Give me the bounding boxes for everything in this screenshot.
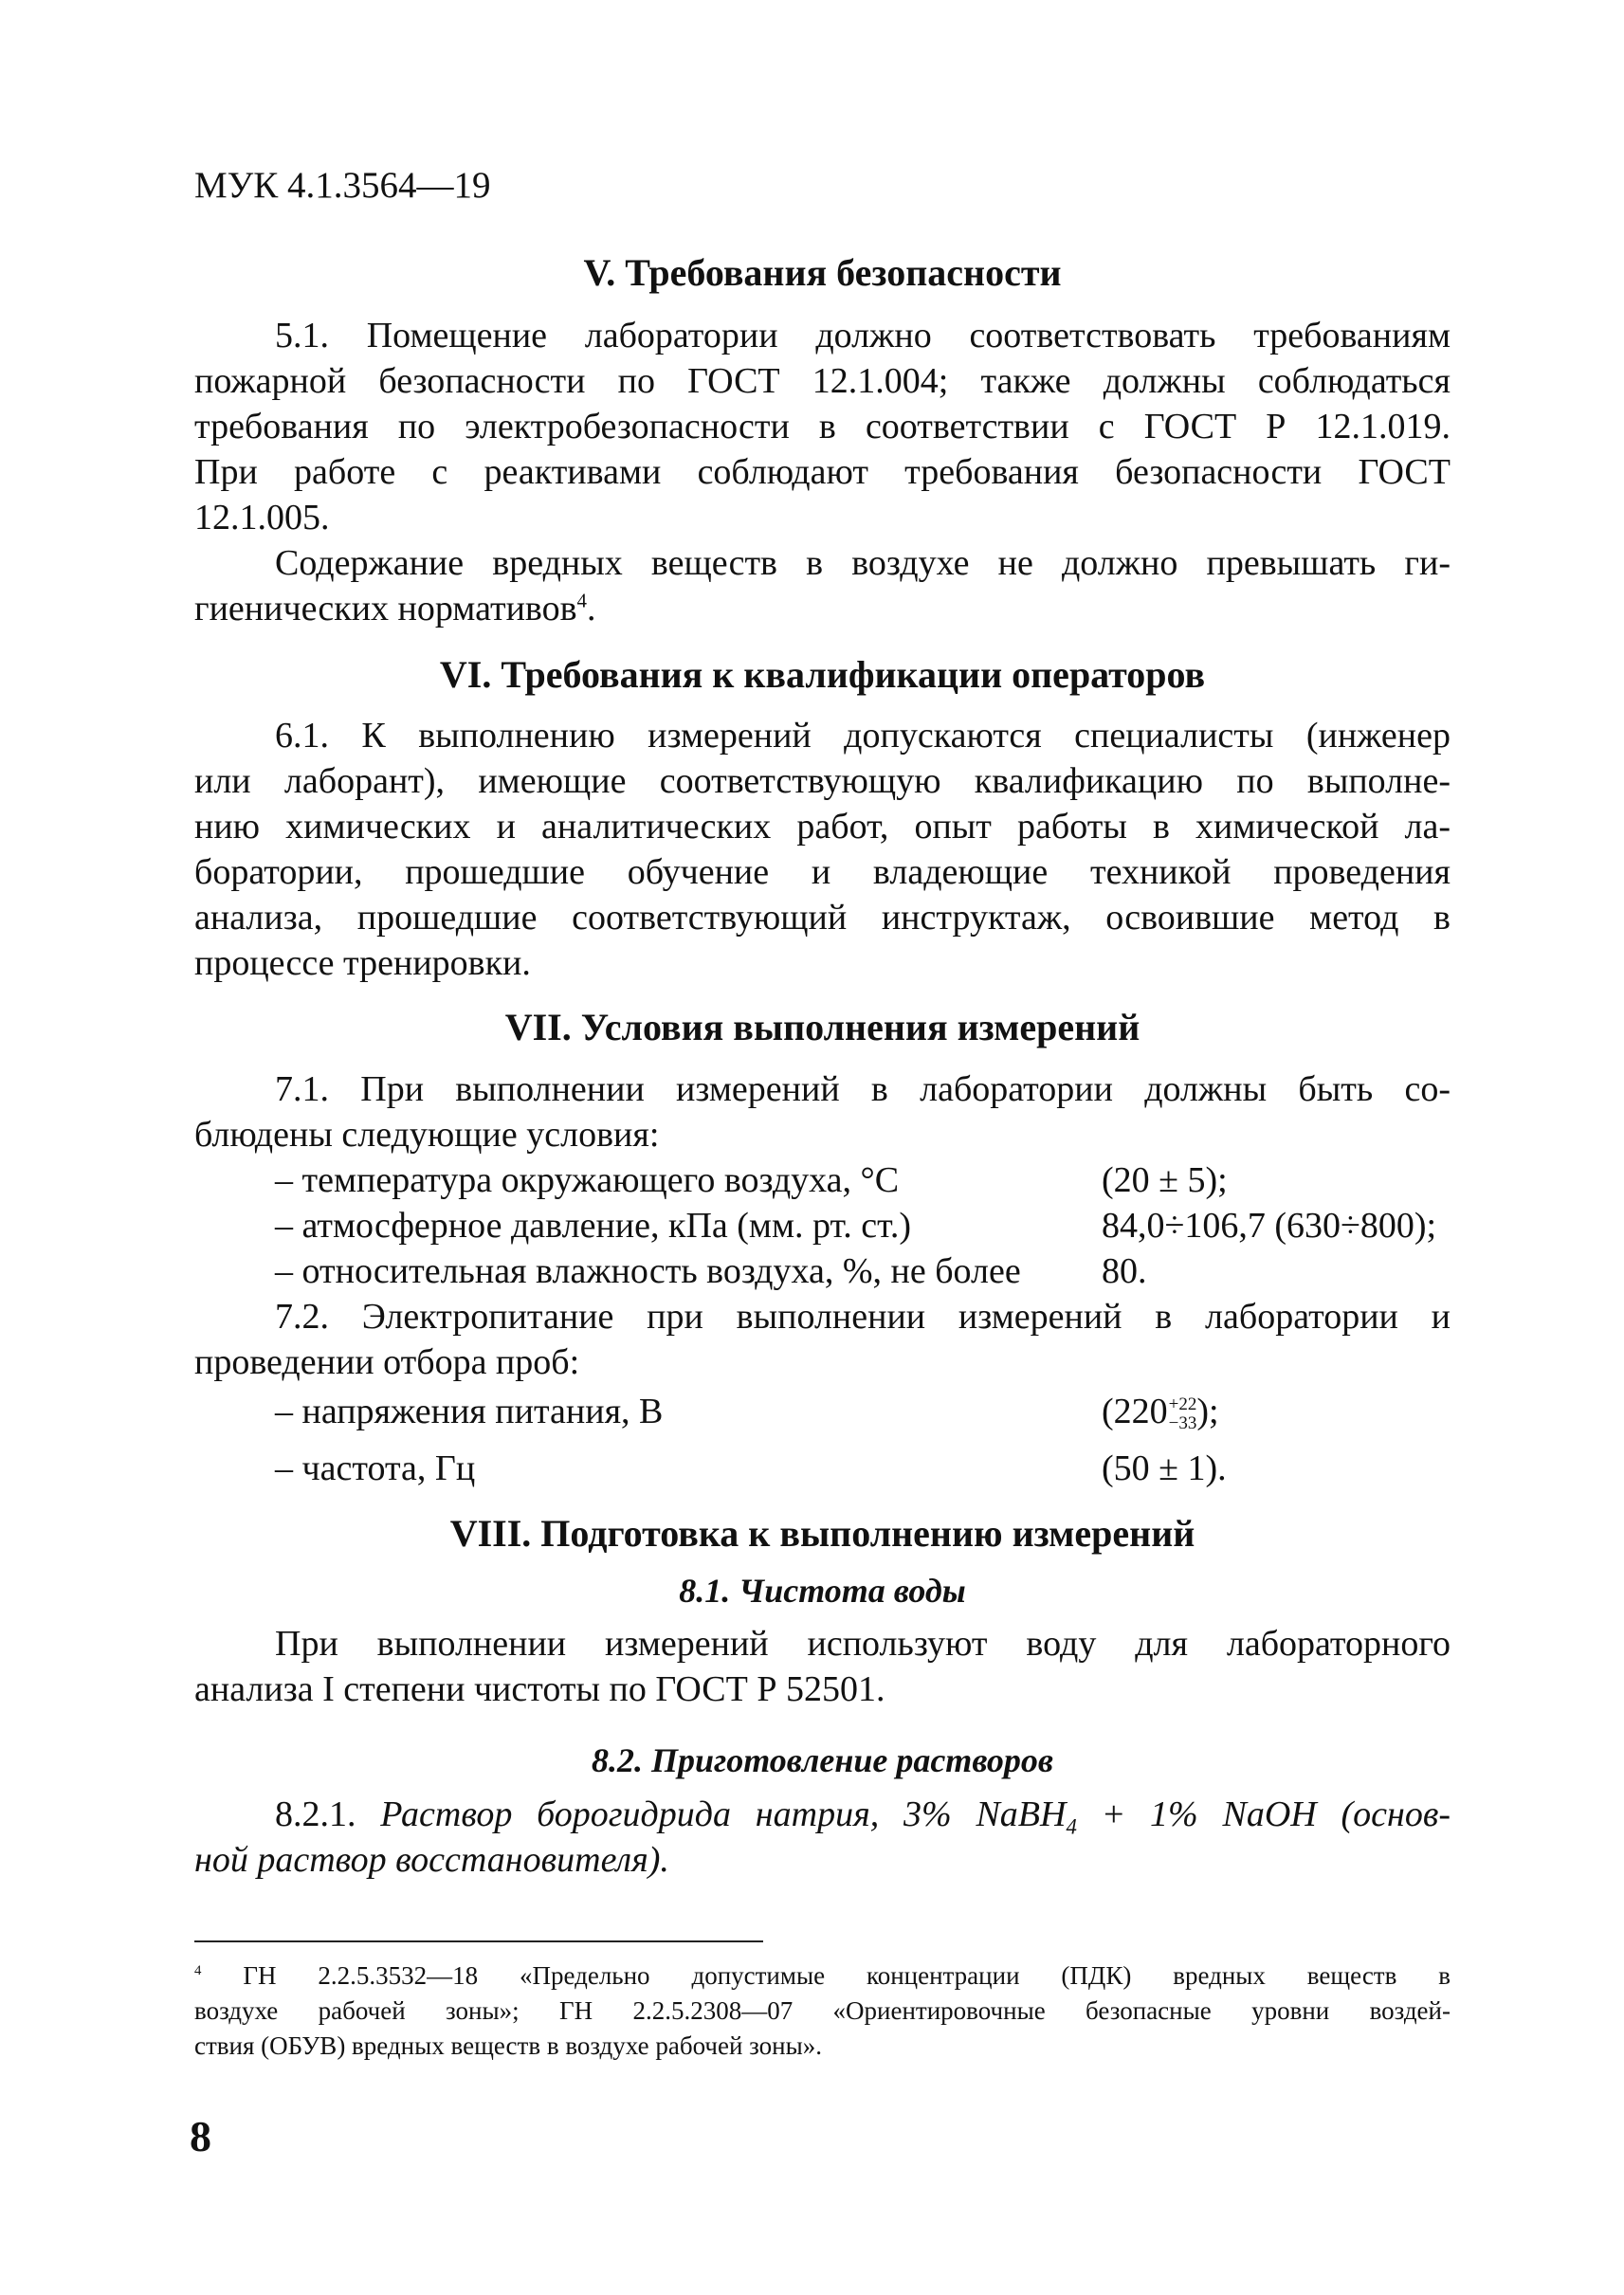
condition-label: – температура окружающего воздуха, °С: [275, 1160, 900, 1200]
paragraph-line: процессе тренировки.: [194, 943, 531, 983]
voltage-upper: +22: [1168, 1394, 1197, 1415]
paragraph-line: анализа, прошедшие соответствующий инструктаж, освоившие метод в: [194, 898, 1451, 938]
paragraph-line: нию химических и аналитических работ, опыт работы в химической ла-: [194, 807, 1451, 847]
section-7-heading: VII. Условия выполнения измерений: [504, 1006, 1140, 1048]
paragraph-line: 6.1. К выполнению измерений допускаются специалисты (инженер: [275, 716, 1451, 756]
footnote-reference: 4: [576, 589, 587, 612]
section-6-heading: VI. Требования к квалификации операторов: [439, 653, 1206, 696]
paragraph-line: При выполнении измерений используют воду для лабораторного: [275, 1624, 1451, 1664]
condition-value: 84,0÷106,7 (630÷800);: [1102, 1206, 1437, 1246]
frequency-label: – частота, Гц: [275, 1448, 476, 1488]
voltage-base: 220: [1113, 1392, 1168, 1431]
section-5-heading: V. Требования безопасности: [583, 251, 1062, 294]
footnote-line: воздухе рабочей зоны»; ГН 2.2.5.2308—07 «Ориентировочные безопасные уровни воздей-: [194, 1996, 1451, 2025]
voltage-lower: −33: [1168, 1413, 1197, 1434]
paragraph-line: 7.1. При выполнении измерений в лаборатории должны быть со-: [275, 1069, 1451, 1109]
voltage-open: (: [1102, 1392, 1114, 1431]
paragraph-line: 7.2. Электропитание при выполнении измерений в лаборатории и: [275, 1297, 1451, 1337]
voltage-label: – напряжения питания, В: [275, 1392, 664, 1431]
footnote-divider: [194, 1940, 763, 1942]
condition-value: 80.: [1102, 1251, 1147, 1291]
paragraph-line: блюдены следующие условия:: [194, 1115, 660, 1155]
footnote-line: ствия (ОБУВ) вредных веществ в воздухе рабочей зоны».: [194, 2031, 822, 2060]
solution-title-line: ной раствор восстановителя).: [194, 1840, 669, 1880]
condition-label: – относительная влажность воздуха, %, не более: [275, 1251, 1021, 1291]
subsection-8-1-heading: 8.1. Чистота воды: [679, 1572, 966, 1610]
doc-code: МУК 4.1.3564—19: [194, 165, 491, 206]
frequency-value: (50 ± 1).: [1102, 1448, 1227, 1488]
paragraph-line: проведении отбора проб:: [194, 1342, 580, 1382]
item-number: 8.2.1.: [275, 1794, 356, 1834]
paragraph-line: При работе с реактивами соблюдают требования безопасности ГОСТ: [194, 452, 1451, 492]
subsection-8-2-heading: 8.2. Приготовление растворов: [591, 1741, 1054, 1779]
paragraph-line: требования по электробезопасности в соответствии с ГОСТ Р 12.1.019.: [194, 407, 1451, 446]
paragraph-line: или лаборант), имеющие соответствующую квалификацию по выполне-: [194, 761, 1451, 801]
footnote-text: ГН 2.2.5.3532—18 «Предельно допустимые концентрации (ПДК) вредных веществ в: [243, 1961, 1451, 1990]
paragraph-line-with-footnote: [194, 586, 596, 631]
formula-subscript: 4: [1066, 1814, 1077, 1839]
condition-label: – атмосферное давление, кПа (мм. рт. ст.): [275, 1206, 912, 1246]
paragraph-line: 12.1.005.: [194, 498, 330, 537]
solution-title: Раствор борогидрида натрия, 3% NaBH: [380, 1794, 1067, 1834]
solution-title-end: + 1% NaOH (основ-: [1076, 1794, 1451, 1834]
paragraph-line: пожарной безопасности по ГОСТ 12.1.004; также должны соблюдаться: [194, 361, 1451, 401]
paragraph-line: 5.1. Помещение лаборатории должно соответствовать требованиям: [275, 316, 1451, 355]
condition-value: (20 ± 5);: [1102, 1160, 1228, 1200]
voltage-close: );: [1196, 1392, 1219, 1431]
section-8-heading: VIII. Подготовка к выполнению измерений: [449, 1512, 1195, 1555]
footnote-line: [194, 1958, 1451, 1994]
paragraph-text: гиенических нормативов: [194, 589, 577, 628]
paragraph-end: .: [587, 589, 596, 628]
paragraph-line: анализа I степени чистоты по ГОСТ Р 52501.: [194, 1669, 885, 1709]
page-number: 8: [190, 2112, 211, 2160]
paragraph-line: Содержание вредных веществ в воздухе не должно превышать ги-: [275, 543, 1451, 583]
voltage-value: [1102, 1389, 1219, 1434]
paragraph-line: боратории, прошедшие обучение и владеющие техникой проведения: [194, 852, 1451, 892]
voltage-tolerance: [1169, 1395, 1197, 1433]
footnote-mark: 4: [194, 1963, 202, 1978]
